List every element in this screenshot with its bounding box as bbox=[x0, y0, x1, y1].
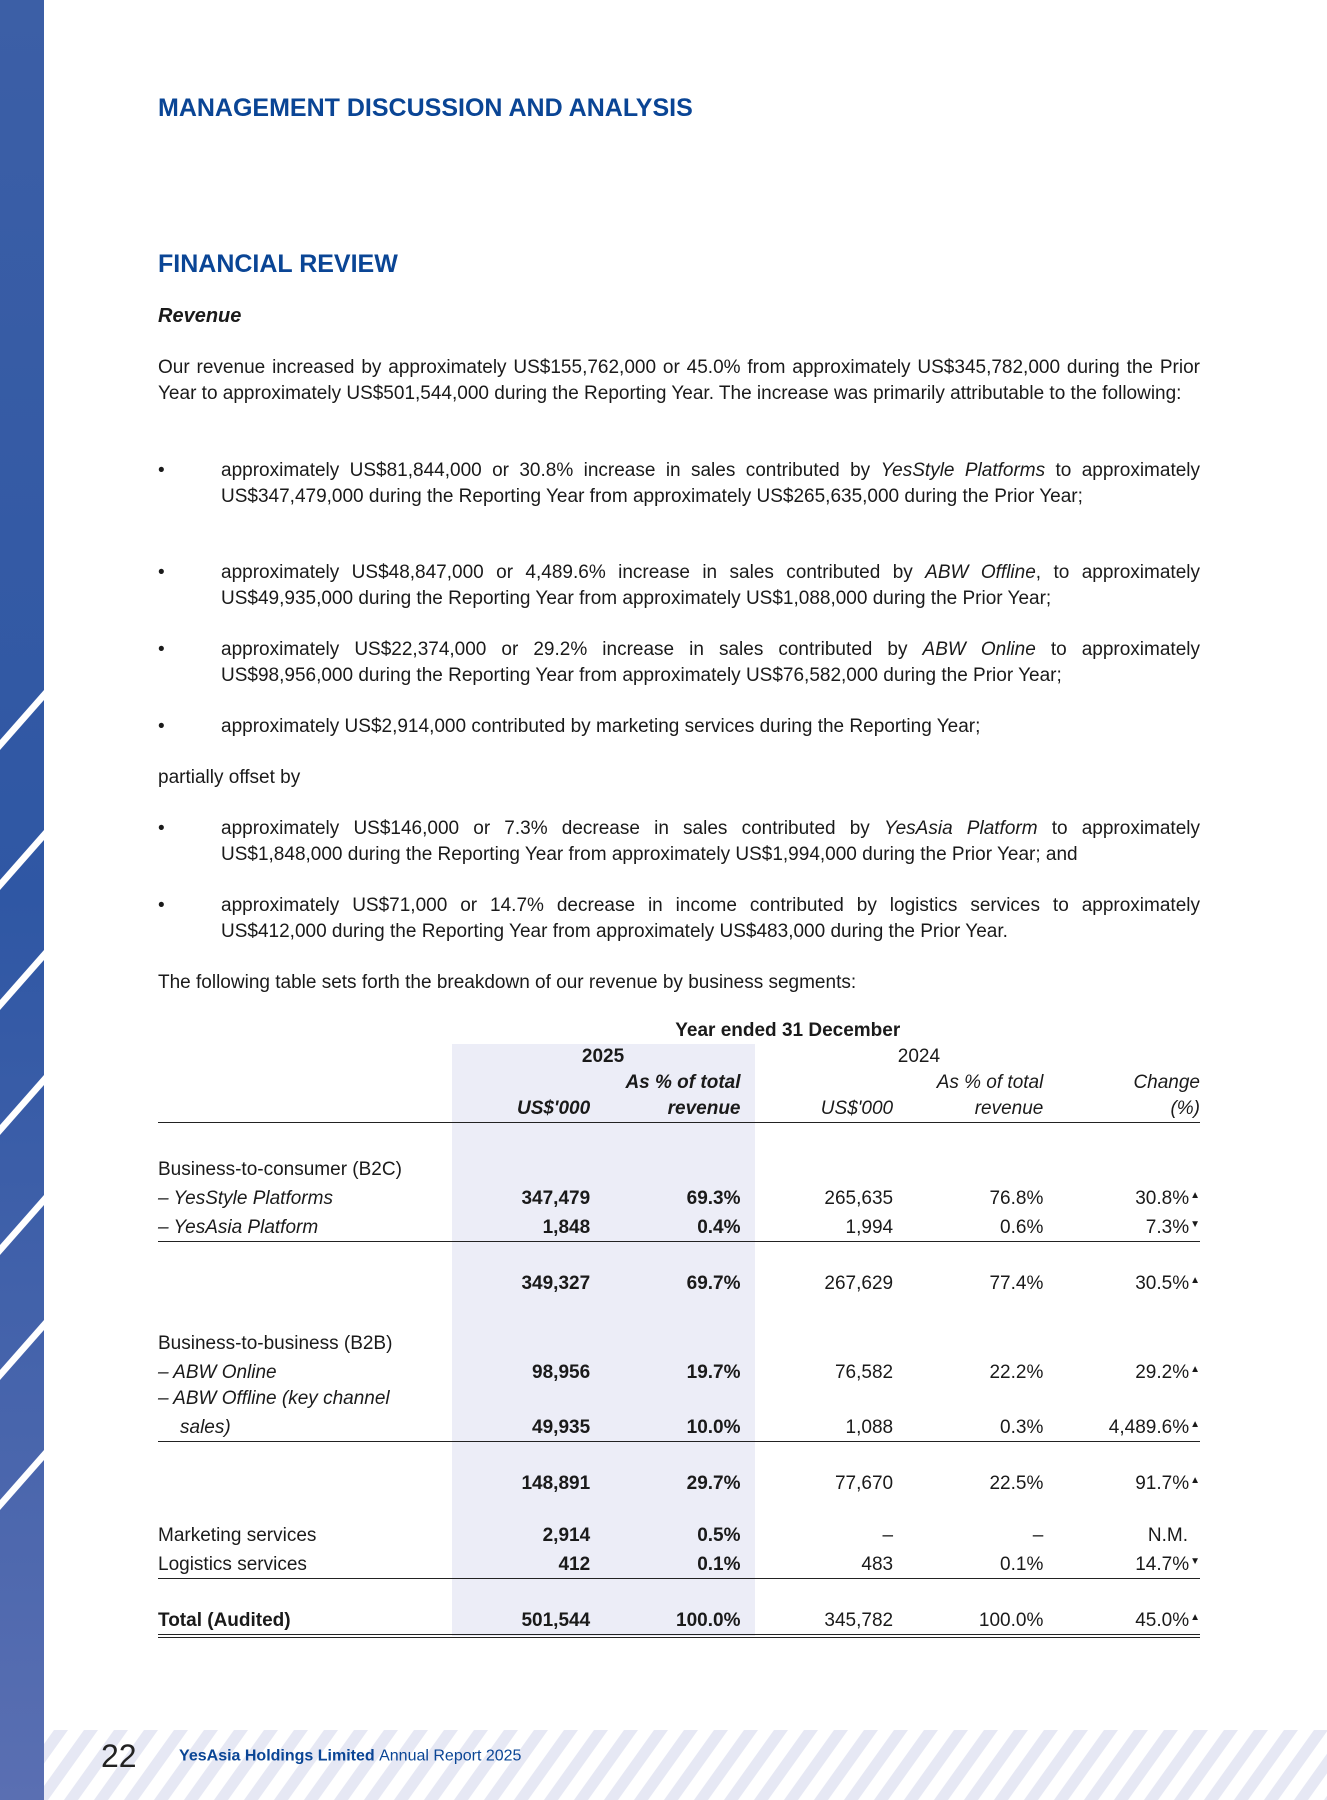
col-header-usd-2024: US$'000 bbox=[755, 1096, 894, 1123]
footer-stripe bbox=[724, 1730, 788, 1800]
up-triangle-icon: ▲ bbox=[1190, 1364, 1200, 1375]
bullet-item: • approximately US$2,914,000 contributed by marketing services during the Reporting Year; bbox=[158, 714, 1200, 740]
footer-stripe bbox=[1024, 1730, 1088, 1800]
offset-text: partially offset by bbox=[158, 767, 301, 788]
bullet-item: • approximately US$48,847,000 or 4,489.6% increase in sales contributed by ABW Offline, to approximately US$49,935,000 during the Reporting Year from approximately US$1,088,000 during the Prior Year; bbox=[158, 562, 1200, 609]
revenue-table bbox=[158, 1018, 1200, 1638]
footer-stripe bbox=[1234, 1730, 1298, 1800]
bullet-dot: • bbox=[158, 716, 165, 737]
table-row-subtotal: 349,327 69.7% 267,629 77.4% 30.5%▲ bbox=[158, 1268, 1200, 1297]
footer-stripe bbox=[994, 1730, 1058, 1800]
table-row: – ABW Offline (key channel bbox=[158, 1386, 1200, 1412]
footer-stripe bbox=[544, 1730, 608, 1800]
table-intro: The following table sets forth the breakdown of our revenue by business segments: bbox=[158, 972, 857, 993]
footer-stripe bbox=[784, 1730, 848, 1800]
bullet-dot: • bbox=[158, 639, 165, 660]
up-triangle-icon: ▲ bbox=[1190, 1419, 1200, 1430]
footer-stripe bbox=[844, 1730, 908, 1800]
bullet-dot: • bbox=[158, 818, 165, 839]
b2c-label: Business-to-consumer (B2C) bbox=[158, 1159, 402, 1180]
col-header-pct-2024: As % of total bbox=[936, 1072, 1044, 1093]
table-row: Logistics services 412 0.1% 483 0.1% 14.7%▼ bbox=[158, 1549, 1200, 1579]
table-row bbox=[158, 1331, 1200, 1357]
page-footer bbox=[101, 1738, 521, 1775]
footer-stripe bbox=[964, 1730, 1028, 1800]
footer-stripe bbox=[634, 1730, 698, 1800]
page-number: 22 bbox=[101, 1738, 137, 1774]
down-triangle-icon: ▼ bbox=[1190, 1219, 1200, 1230]
col-header-change: Change bbox=[1133, 1072, 1200, 1093]
up-triangle-icon: ▲ bbox=[1190, 1612, 1200, 1623]
bullet-item: • approximately US$71,000 or 14.7% decrease in income contributed by logistics services to approximately US$412,000 during the Reporting Year from approximately US$483,000 during the Prior Year. bbox=[158, 895, 1200, 942]
bullet-dot: • bbox=[158, 895, 165, 916]
table-row: – YesAsia Platform 1,848 0.4% 1,994 0.6% 7.3%▼ bbox=[158, 1212, 1200, 1242]
col-header-usd-2025: US$'000 bbox=[452, 1096, 591, 1123]
footer-stripe bbox=[1264, 1730, 1327, 1800]
col-header-change-pct: (%) bbox=[1043, 1096, 1200, 1123]
revenue-subheading: Revenue bbox=[158, 305, 242, 327]
up-triangle-icon: ▲ bbox=[1190, 1475, 1200, 1486]
footer-stripe bbox=[1054, 1730, 1118, 1800]
table-row: Marketing services 2,914 0.5% – – N.M. bbox=[158, 1523, 1200, 1549]
footer-stripe bbox=[574, 1730, 638, 1800]
year-ended-header: Year ended 31 December bbox=[675, 1020, 901, 1041]
bullet-dot: • bbox=[158, 460, 165, 481]
side-decoration-bar bbox=[0, 0, 44, 1800]
bullet-item: • approximately US$81,844,000 or 30.8% increase in sales contributed by YesStyle Platforms to approximately US$347,479,000 during the Reporting Year from approximately US$265,635,000 during the Prior Year; bbox=[158, 460, 1201, 507]
footer-stripe bbox=[754, 1730, 818, 1800]
footer-stripe bbox=[1144, 1730, 1208, 1800]
table-row-subtotal: 148,891 29.7% 77,670 22.5% 91.7%▲ bbox=[158, 1468, 1200, 1497]
footer-stripe bbox=[664, 1730, 728, 1800]
col-header-revenue-2025: revenue bbox=[590, 1096, 754, 1123]
bullet-item: • approximately US$22,374,000 or 29.2% increase in sales contributed by ABW Online to approximately US$98,956,000 during the Reporting Year from approximately US$76,582,000 during the Prior Year; bbox=[158, 639, 1200, 686]
footer-company-name: YesAsia Holdings Limited bbox=[179, 1747, 375, 1765]
footer-stripe bbox=[1174, 1730, 1238, 1800]
footer-stripe bbox=[814, 1730, 878, 1800]
footer-stripe bbox=[604, 1730, 668, 1800]
footer-stripe bbox=[1114, 1730, 1178, 1800]
table-row: – ABW Online 98,956 19.7% 76,582 22.2% 29.2%▲ bbox=[158, 1357, 1200, 1386]
table-row-total: Total (Audited) 501,544 100.0% 345,782 100.0% 45.0%▲ bbox=[158, 1605, 1200, 1636]
up-triangle-icon: ▲ bbox=[1190, 1190, 1200, 1201]
table-row: sales) 49,935 10.0% 1,088 0.3% 4,489.6%▲ bbox=[158, 1412, 1200, 1442]
bullet-item: • approximately US$146,000 or 7.3% decrease in sales contributed by YesAsia Platform to approximately US$1,848,000 during the Reporting Year from approximately US$1,994,000 during the Prior Year; and bbox=[158, 818, 1200, 865]
footer-stripe bbox=[934, 1730, 998, 1800]
revenue-intro-paragraph: Our revenue increased by approximately US$155,762,000 or 45.0% from approximately US$345,782,000 during the Prior Year to approximately US$501,544,000 during the Reporting Year. The increase was primarily attributable to the following: bbox=[158, 357, 1200, 404]
b2b-label: Business-to-business (B2B) bbox=[158, 1333, 393, 1354]
col-header-revenue-2024: revenue bbox=[893, 1096, 1043, 1123]
up-triangle-icon: ▲ bbox=[1190, 1275, 1200, 1286]
year-2024-header: 2024 bbox=[897, 1046, 941, 1067]
col-header-pct-2025: As % of total bbox=[590, 1070, 754, 1096]
year-2025-header: 2025 bbox=[452, 1044, 755, 1070]
table-row bbox=[158, 1157, 1200, 1183]
footer-report-name: Annual Report 2025 bbox=[379, 1747, 522, 1765]
page-title: MANAGEMENT DISCUSSION AND ANALYSIS bbox=[158, 94, 693, 122]
bullet-dot: • bbox=[158, 562, 165, 583]
footer-stripe bbox=[904, 1730, 968, 1800]
footer-stripe bbox=[1204, 1730, 1268, 1800]
down-triangle-icon: ▼ bbox=[1190, 1556, 1200, 1567]
footer-stripe bbox=[694, 1730, 758, 1800]
section-title: FINANCIAL REVIEW bbox=[158, 250, 398, 278]
footer-stripe bbox=[514, 1730, 578, 1800]
footer-stripe bbox=[874, 1730, 938, 1800]
table-row: – YesStyle Platforms 347,479 69.3% 265,635 76.8% 30.8%▲ bbox=[158, 1183, 1200, 1212]
footer-stripe bbox=[1084, 1730, 1148, 1800]
